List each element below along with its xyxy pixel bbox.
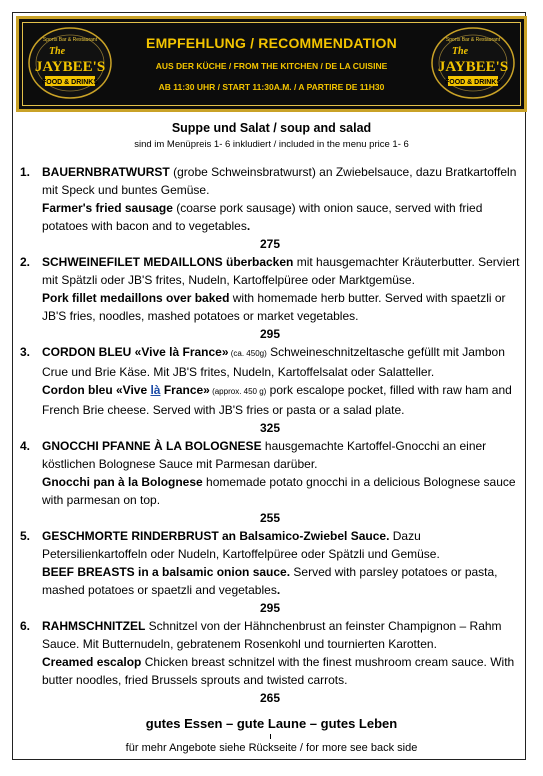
item-english-text [42,289,520,325]
logo-arc-text: Sports Bar & Restaurant [42,37,98,43]
item-english-name: Creamed escalop [42,655,142,669]
item-german-desc: Dazu Petersilienkartoffeln oder Nudeln, Kartoffelpüree oder Spätzli und Gemüse. [42,529,440,561]
item-german-text [42,617,520,653]
menu-items [20,163,520,707]
menu-item-6 [20,617,520,707]
item-german-text [42,527,520,563]
item-german-name: GNOCCHI PFANNE À LA BOLOGNESE [42,439,262,453]
banner-title: EMPFEHLUNG / RECOMMENDATION [146,35,397,51]
item-number: 6. [20,619,31,633]
item-english-end: . [246,219,251,233]
item-german-text [42,163,520,199]
item-english-weight: (approx. 450 g) [209,387,267,396]
item-english-text [42,473,520,509]
item-price: 295 [259,327,281,341]
item-english-desc: Served with parsley potatoes or pasta, mashed potatoes or spaetzli and vegetables [42,565,498,597]
item-german-desc: hausgemachte Kartoffel-Gnocchi an einer köstlichen Bolognese Sauce mit Parmesan darüber. [42,439,487,471]
item-english-name: Gnocchi pan à la Bolognese [42,475,203,489]
item-number: 5. [20,529,31,543]
item-price: 255 [259,511,281,525]
logo-name-text: JAYBEE'S [437,59,509,75]
banner-time: AB 11:30 UHR / START 11:30A.M. / A PARTIRE DE 11H30 [158,82,385,92]
item-german-name: CORDON BLEU «Vive là France» [42,345,229,359]
footer-slogan: gutes Essen – gute Laune – gutes Leben [145,716,398,731]
item-english-text [42,381,520,419]
jaybees-logo-left [27,25,113,101]
logo-tagline-text: FOOD & DRINKS [445,79,501,86]
footer-more-note: für mehr Angebote siehe Rückseite / for more see back side [125,742,418,754]
item-german-weight: (ca. 450g) [228,349,267,358]
item-number: 2. [20,255,31,269]
item-english-desc: (coarse pork sausage) with onion sauce, served with fried potatoes with bacon and to vegetables [42,201,483,233]
item-german-desc: Schweineschnitzeltasche gefüllt mit Jambon Crue und Brie Käse. Mit JB'S frites, Nudeln, Kartoffelsalat oder Salatteller. [42,345,505,379]
item-german-desc: (grobe Schweinsbratwurst) an Zwiebelsauce, dazu Bratkartoffeln mit Speck und buntes Gemüse. [42,165,517,197]
menu-subheading: sind im Menüpreis 1- 6 inkludiert / included in the menu price 1- 6 [134,139,409,150]
item-english-name: Pork fillet medaillons over baked [42,291,230,305]
item-price: 325 [259,421,281,435]
item-english-desc: Chicken breast schnitzel with the finest mushroom cream sauce. With butter noodles, fried Brussels sprouts and twisted carrots. [42,655,515,687]
logo-tagline-text: FOOD & DRINKS [42,79,98,86]
menu-item-4 [20,437,520,527]
menu-item-1 [20,163,520,253]
menu-item-3 [20,343,520,437]
item-english-text [42,563,520,599]
item-english-name: Cordon bleu «Vive [42,383,151,397]
item-price: 265 [259,691,281,705]
item-german-desc: Schnitzel von der Hähnchenbrust an feinster Champignon – Rahm Sauce. Mit Butternudeln, gebratenem Rosenkohl und tournierten Karotten. [42,619,502,651]
header-banner [16,16,527,112]
item-english-desc: pork escalope pocket, filled with raw ham and French Brie cheese. Served with JB'S fries or pasta or a salad plate. [42,383,512,417]
logo-the-text: The [451,46,469,57]
item-english-name: Farmer's fried sausage [42,201,173,215]
item-english-name-end: France» [160,383,210,397]
item-german-text [42,437,520,473]
item-english-end: . [276,583,281,597]
item-english-text [42,653,520,689]
item-number: 3. [20,345,31,359]
item-english-name-la: là [150,383,161,397]
jaybees-logo-right [430,25,516,101]
banner-subtitle: AUS DER KÜCHE / FROM THE KITCHEN / DE LA CUISINE [155,61,388,71]
item-english-name: BEEF BREASTS in a balsamic onion sauce. [42,565,291,579]
item-english-text [42,199,520,235]
item-german-name: SCHWEINEFILET MEDAILLONS überbacken [42,255,294,269]
menu-item-5 [20,527,520,617]
menu-heading: Suppe und Salat / soup and salad [171,121,372,135]
footer-divider-tick [270,734,271,739]
item-number: 4. [20,439,31,453]
item-german-name: GESCHMORTE RINDERBRUST an Balsamico-Zwiebel Sauce. [42,529,390,543]
item-german-text [42,253,520,289]
item-english-desc: with homemade herb butter. Served with spaetzli or JB'S fries, noodles, mashed potatoes or market vegetables. [42,291,506,323]
logo-name-text: JAYBEE'S [34,59,106,75]
item-german-name: BAUERNBRATWURST [42,165,170,179]
item-english-desc: homemade potato gnocchi in a delicious Bolognese sauce with parmesan on top. [42,475,516,507]
item-price: 275 [259,237,281,251]
item-german-name: RAHMSCHNITZEL [42,619,146,633]
logo-the-text: The [48,46,66,57]
logo-arc-text: Sports Bar & Restaurant [445,37,501,43]
menu-item-2 [20,253,520,343]
item-number: 1. [20,165,31,179]
item-price: 295 [259,601,281,615]
item-german-text [42,343,520,381]
item-german-desc: mit hausgemachter Kräuterbutter. Serviert mit Spätzli oder JB'S frites, Nudeln, Kartoffelpüree oder Marktgemüse. [42,255,520,287]
